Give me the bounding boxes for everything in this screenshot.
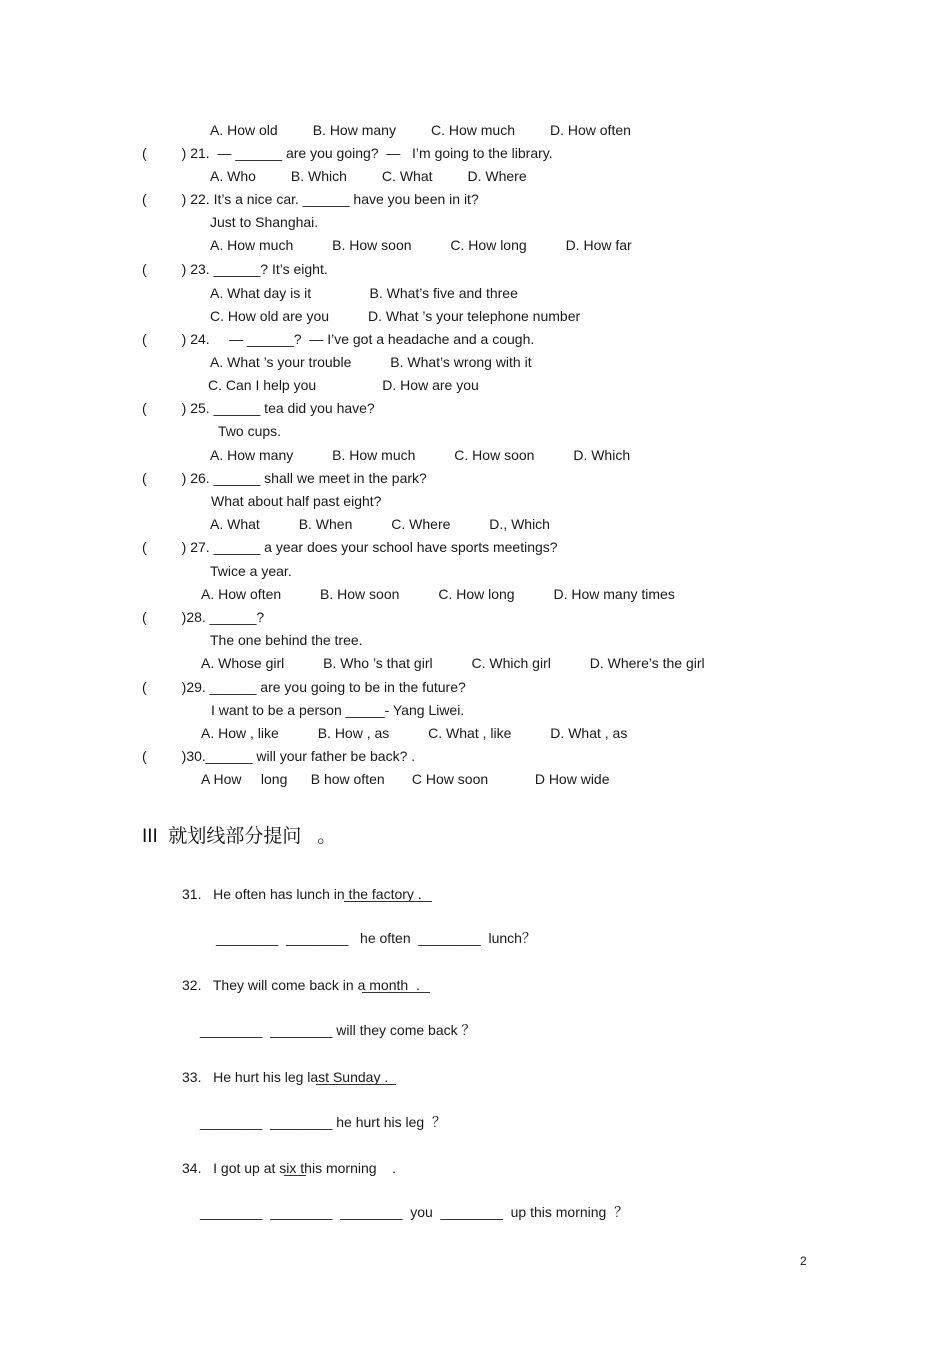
underline-33 bbox=[316, 1084, 396, 1085]
underline-34 bbox=[284, 1175, 306, 1176]
question-22: ( ) 22. It’s a nice car. ______ have you been in it? bbox=[142, 191, 479, 207]
question-34: 34. I got up at six this morning . bbox=[182, 1160, 396, 1176]
reply-27: Twice a year. bbox=[210, 563, 292, 579]
reply-28: The one behind the tree. bbox=[210, 632, 363, 648]
underline-31 bbox=[344, 901, 432, 902]
options-21: A. Who B. Which C. What D. Where bbox=[210, 168, 527, 184]
question-31: 31. He often has lunch in the factory . bbox=[182, 886, 422, 902]
options-24-ab: A. What ’s your trouble B. What’s wrong with it bbox=[210, 354, 532, 370]
page-number: 2 bbox=[800, 1254, 807, 1268]
question-24: ( ) 24. — ______? — I’ve got a headache and a cough. bbox=[142, 331, 535, 347]
options-29: A. How , like B. How , as C. What , like D. What , as bbox=[201, 725, 628, 741]
options-23-cd: C. How old are you D. What ’s your telephone number bbox=[210, 308, 581, 324]
question-30: ( )30.______ will your father be back? . bbox=[142, 748, 416, 764]
reply-29: I want to be a person _____- Yang Liwei. bbox=[211, 702, 465, 718]
reply-25: Two cups. bbox=[218, 423, 282, 439]
reply-22: Just to Shanghai. bbox=[210, 214, 319, 230]
options-23-ab: A. What day is it B. What’s five and three bbox=[210, 285, 518, 301]
answer-line-32: ________ ________ will they come back ？ bbox=[200, 1022, 476, 1038]
question-27: ( ) 27. ______ a year does your school have sports meetings? bbox=[142, 539, 558, 555]
answer-line-34: ________ ________ ________ you ________ up this morning ？ bbox=[200, 1204, 629, 1220]
options-30: A How long B how often C How soon D How wide bbox=[201, 771, 610, 787]
question-28: ( )28. ______? bbox=[142, 609, 265, 625]
options-27: A. How often B. How soon C. How long D. How many times bbox=[201, 586, 675, 602]
question-23: ( ) 23. ______? It’s eight. bbox=[142, 261, 328, 277]
question-25: ( ) 25. ______ tea did you have? bbox=[142, 400, 375, 416]
question-21: ( ) 21. — ______ are you going? — I’m going to the library. bbox=[142, 145, 553, 161]
options-24-cd: C. Can I help you D. How are you bbox=[208, 377, 479, 393]
section-heading: III 就划线部分提问 。 bbox=[142, 826, 337, 847]
options-28: A. Whose girl B. Who ’s that girl C. Which girl D. Where’s the girl bbox=[201, 655, 705, 671]
question-33: 33. He hurt his leg last Sunday . bbox=[182, 1069, 389, 1085]
question-26: ( ) 26. ______ shall we meet in the park? bbox=[142, 470, 427, 486]
options-26: A. What B. When C. Where D., Which bbox=[210, 516, 550, 532]
options-20: A. How old B. How many C. How much D. How often bbox=[210, 122, 631, 138]
question-29: ( )29. ______ are you going to be in the future? bbox=[142, 679, 466, 695]
options-25: A. How many B. How much C. How soon D. Which bbox=[210, 447, 631, 463]
options-22: A. How much B. How soon C. How long D. How far bbox=[210, 237, 632, 253]
answer-line-33: ________ ________ he hurt his leg ？ bbox=[200, 1114, 446, 1130]
question-32: 32. They will come back in a month . bbox=[182, 977, 420, 993]
reply-26: What about half past eight? bbox=[211, 493, 382, 509]
answer-line-31: ________ ________ he often ________ lunch？ bbox=[216, 930, 536, 946]
underline-32 bbox=[362, 992, 430, 993]
